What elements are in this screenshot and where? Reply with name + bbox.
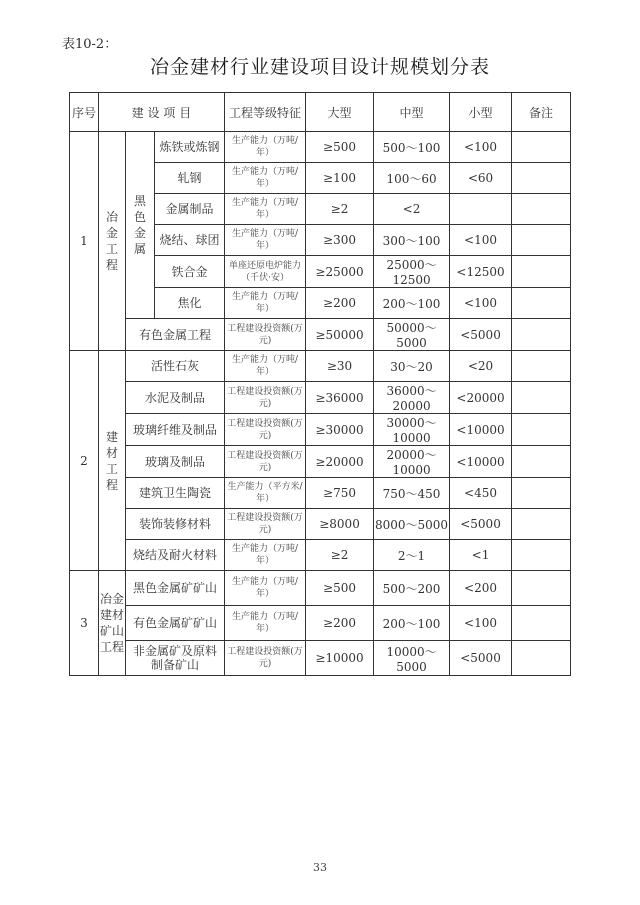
medium-cell: 200～100 [374,606,450,641]
small-cell: <1 [450,540,512,571]
table-row [70,351,571,382]
table-row [70,132,571,163]
medium-cell: 300～100 [374,225,450,256]
feature-cell: 生产能力（万吨/年） [225,571,306,606]
item-name: 焦化 [155,288,225,319]
remark-cell [512,414,571,446]
medium-cell: 36000～20000 [374,382,450,414]
header-feature: 工程等级特征 [225,93,306,132]
item-name: 建筑卫生陶瓷 [126,478,225,509]
item-name: 有色金属矿矿山 [126,606,225,641]
header-remark: 备注 [512,93,571,132]
medium-cell: 500～100 [374,132,450,163]
subgroup-name: 黑 色 金 属 [126,132,155,319]
small-cell: <12500 [450,256,512,288]
remark-cell [512,194,571,225]
large-cell: ≥750 [306,478,374,509]
group-name: 冶 金 工 程 [99,132,126,351]
group-seq: 3 [70,571,99,676]
header-medium: 中型 [374,93,450,132]
small-cell: <100 [450,132,512,163]
item-name: 轧钢 [155,163,225,194]
small-cell: <5000 [450,319,512,351]
header-small: 小型 [450,93,512,132]
medium-cell: 50000～5000 [374,319,450,351]
page-title: 冶金建材行业建设项目设计规模划分表 [149,56,490,78]
large-cell: ≥8000 [306,509,374,540]
medium-cell: 100～60 [374,163,450,194]
large-cell: ≥500 [306,132,374,163]
feature-cell: 生产能力（万吨/年） [225,288,306,319]
small-cell: <20000 [450,382,512,414]
header-row [70,93,571,132]
medium-cell: 2～1 [374,540,450,571]
remark-cell [512,478,571,509]
item-name: 金属制品 [155,194,225,225]
table-label: 表10-2： [62,37,118,52]
group-seq: 1 [70,132,99,351]
large-cell: ≥25000 [306,256,374,288]
table-row [70,382,571,414]
remark-cell [512,132,571,163]
large-cell: ≥100 [306,163,374,194]
item-name: 烧结及耐火材料 [126,540,225,571]
item-name: 水泥及制品 [126,382,225,414]
medium-cell: 200～100 [374,288,450,319]
feature-cell: 工程建设投资额(万元) [225,319,306,351]
remark-cell [512,446,571,478]
table-row [70,540,571,571]
group-seq: 2 [70,351,99,571]
large-cell: ≥20000 [306,446,374,478]
large-cell: ≥300 [306,225,374,256]
header-project: 建 设 项 目 [99,93,225,132]
small-cell: <100 [450,288,512,319]
small-cell: <20 [450,351,512,382]
medium-cell: 8000～5000 [374,509,450,540]
header-large: 大型 [306,93,374,132]
large-cell: ≥500 [306,571,374,606]
large-cell: ≥2 [306,194,374,225]
large-cell: ≥30000 [306,414,374,446]
feature-cell: 工程建设投资额(万元) [225,446,306,478]
group-name: 冶金 建材 矿山 工程 [99,571,126,676]
remark-cell [512,163,571,194]
medium-cell: <2 [374,194,450,225]
header-seq: 序号 [70,93,99,132]
remark-cell [512,606,571,641]
feature-cell: 生产能力（万吨/年） [225,351,306,382]
remark-cell [512,571,571,606]
item-name: 有色金属工程 [126,319,225,351]
table-row [70,414,571,446]
table-row [70,606,571,641]
item-name: 炼铁或炼钢 [155,132,225,163]
large-cell: ≥10000 [306,641,374,676]
medium-cell: 750～450 [374,478,450,509]
feature-cell: 生产能力（平方米/年） [225,478,306,509]
item-name: 黑色金属矿矿山 [126,571,225,606]
feature-cell: 工程建设投资额(万元) [225,382,306,414]
medium-cell: 30～20 [374,351,450,382]
table-row [70,641,571,676]
remark-cell [512,225,571,256]
small-cell: <10000 [450,446,512,478]
small-cell: <100 [450,606,512,641]
small-cell: <200 [450,571,512,606]
feature-cell: 生产能力（万吨/年） [225,225,306,256]
large-cell: ≥200 [306,606,374,641]
medium-cell: 500～200 [374,571,450,606]
table-row [70,478,571,509]
item-name: 玻璃及制品 [126,446,225,478]
table-row [70,509,571,540]
small-cell: <5000 [450,641,512,676]
large-cell: ≥50000 [306,319,374,351]
feature-cell: 单座还原电炉能力（千伏·安） [225,256,306,288]
item-name: 铁合金 [155,256,225,288]
small-cell: <450 [450,478,512,509]
remark-cell [512,540,571,571]
large-cell: ≥30 [306,351,374,382]
page-number: 33 [313,861,327,874]
item-name: 活性石灰 [126,351,225,382]
feature-cell: 生产能力（万吨/年） [225,132,306,163]
table-row [70,571,571,606]
remark-cell [512,319,571,351]
medium-cell: 25000～12500 [374,256,450,288]
item-name: 装饰装修材料 [126,509,225,540]
remark-cell [512,351,571,382]
feature-cell: 生产能力（万吨/年） [225,606,306,641]
small-cell: <60 [450,163,512,194]
remark-cell [512,382,571,414]
item-name: 玻璃纤维及制品 [126,414,225,446]
table-row [70,446,571,478]
feature-cell: 工程建设投资额(万元) [225,641,306,676]
medium-cell: 20000～10000 [374,446,450,478]
item-name: 非金属矿及原料制备矿山 [126,641,225,676]
large-cell: ≥2 [306,540,374,571]
table-row [70,319,571,351]
feature-cell: 工程建设投资额(万元) [225,414,306,446]
large-cell: ≥36000 [306,382,374,414]
small-cell: <100 [450,225,512,256]
large-cell: ≥200 [306,288,374,319]
item-name: 烧结、球团 [155,225,225,256]
remark-cell [512,641,571,676]
remark-cell [512,509,571,540]
small-cell: <10000 [450,414,512,446]
remark-cell [512,256,571,288]
medium-cell: 30000～10000 [374,414,450,446]
remark-cell [512,288,571,319]
small-cell [450,194,512,225]
feature-cell: 生产能力（万吨/年） [225,540,306,571]
small-cell: <5000 [450,509,512,540]
feature-cell: 生产能力（万吨/年） [225,194,306,225]
feature-cell: 生产能力（万吨/年） [225,163,306,194]
medium-cell: 10000～5000 [374,641,450,676]
scale-classification-table [69,92,571,676]
feature-cell: 工程建设投资额(万元) [225,509,306,540]
group-name: 建 材 工 程 [99,351,126,571]
